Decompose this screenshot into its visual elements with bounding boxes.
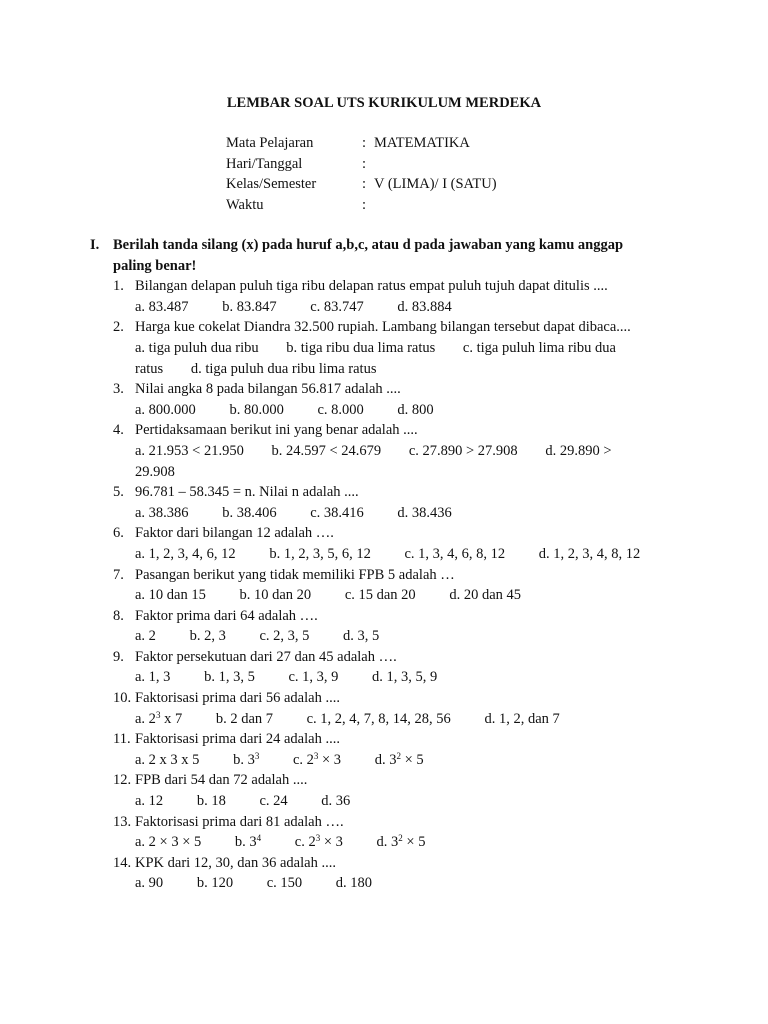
question-item [113,379,650,420]
question-item [113,420,650,482]
answer-option[interactable]: d. 38.436 [397,504,452,521]
answer-option[interactable]: d. 83.884 [397,298,452,315]
question-number: 1. [113,278,124,295]
answer-options [135,585,650,606]
answer-options [135,626,650,647]
question-item [113,482,650,523]
question-number: 14. [113,854,132,871]
answer-option[interactable]: b. 18 [196,793,226,810]
section-number: I. [90,237,100,253]
answer-option[interactable]: d. 1, 2, dan 7 [484,710,560,727]
answer-option[interactable]: b. 1, 3, 5 [204,669,255,686]
answer-option[interactable] [293,752,341,768]
document-title: LEMBAR SOAL UTS KURIKULUM MERDEKA [226,95,542,111]
question-text: Harga kue cokelat Diandra 32.500 rupiah. Lambang bilangan tersebut dapat dibaca.... [135,319,631,336]
answer-option[interactable]: a. 1, 2, 3, 4, 6, 12 [135,545,236,562]
option-rest: × 3 [320,834,343,851]
answer-option[interactable]: c. 1, 3, 9 [288,669,339,686]
answer-option[interactable]: c. 2, 3, 5 [259,628,310,645]
answer-option[interactable]: d. 20 dan 45 [449,587,521,604]
answer-option[interactable]: b. 120 [196,875,234,892]
answer-option[interactable]: b. 24.597 < 24.679 [271,442,382,459]
answer-option[interactable] [233,752,259,768]
question-text: Pasangan berikut yang tidak memiliki FPB 5 adalah … [135,566,455,583]
answer-option[interactable]: a. 2 × 3 × 5 [135,834,202,851]
question-number: 10. [113,690,132,707]
answer-option[interactable]: c. 150 [266,875,303,892]
answer-option[interactable]: a. 800.000 [135,401,196,418]
option-base: b. 3 [234,834,257,851]
question-item [113,812,650,853]
option-base: d. 3 [374,751,397,768]
answer-options [135,338,650,379]
question-text: KPK dari 12, 30, dan 36 adalah .... [135,854,336,871]
option-exponent: 2 [396,750,401,761]
answer-option[interactable]: b. 83.847 [222,298,277,315]
meta-label: Waktu [226,196,264,213]
meta-label: Hari/Tanggal [226,155,303,172]
answer-option[interactable]: b. 38.406 [222,504,277,521]
meta-row-date [226,154,497,175]
meta-value: MATEMATIKA [374,135,470,151]
question-text: FPB dari 54 dan 72 adalah .... [135,772,308,789]
meta-label: Kelas/Semester [226,176,317,193]
meta-row-class [226,174,497,195]
answer-option[interactable]: a. 12 [135,793,164,810]
question-text: Faktorisasi prima dari 24 adalah .... [135,731,340,748]
answer-option[interactable]: a. 10 dan 15 [135,587,206,604]
question-number: 12. [113,772,132,789]
answer-option[interactable]: a. 1, 3 [135,669,171,686]
meta-row-subject [226,133,497,154]
question-text: Faktorisasi prima dari 56 adalah .... [135,690,340,707]
answer-option[interactable] [135,711,182,727]
meta-colon: : [362,176,367,193]
question-item [113,853,650,894]
answer-options [135,709,650,730]
answer-option[interactable]: a. tiga puluh dua ribu [135,339,259,356]
answer-option[interactable]: d. 180 [335,875,372,892]
answer-option[interactable]: a. 38.386 [135,504,189,521]
answer-option[interactable] [235,834,261,850]
question-item [113,729,650,770]
question-item [113,523,650,564]
answer-option[interactable]: b. 10 dan 20 [239,587,312,604]
answer-option[interactable]: c. 1, 2, 4, 7, 8, 14, 28, 56 [306,710,451,727]
option-exponent: 4 [256,833,262,844]
answer-option[interactable]: b. 1, 2, 3, 5, 6, 12 [269,545,371,562]
question-text: Nilai angka 8 pada bilangan 56.817 adalah .... [135,381,401,398]
answer-option[interactable]: a. 2 [135,628,156,645]
section-instruction: Berilah tanda silang (x) pada huruf a,b,c, atau d pada jawaban yang kamu anggap paling benar! [113,237,624,274]
question-item [113,606,650,647]
answer-option[interactable]: c. 15 dan 20 [344,587,416,604]
question-number: 11. [113,731,131,748]
answer-option[interactable]: d. 1, 2, 3, 4, 8, 12 [538,545,641,562]
meta-colon: : [362,155,367,172]
answer-options [135,791,650,812]
section-heading [90,235,650,276]
answer-options [135,750,650,771]
question-item [113,647,650,688]
answer-options [135,544,650,565]
answer-option[interactable]: c. 27.890 > 27.908 [408,442,518,459]
answer-option[interactable]: d. 36 [321,793,351,810]
option-base: c. 2 [292,751,314,768]
answer-options [135,297,650,318]
question-item [113,688,650,729]
option-base: b. 3 [233,751,255,768]
answer-option[interactable] [295,834,343,850]
answer-option[interactable]: c. 83.747 [310,298,364,315]
question-item [113,770,650,811]
answer-option[interactable]: b. 80.000 [229,401,284,418]
answer-option[interactable]: c. 24 [259,793,288,810]
question-number: 5. [113,484,124,501]
option-rest: x 7 [160,710,183,727]
answer-option[interactable]: c. tiga puluh lima ribu dua ratus [135,339,616,377]
answer-option[interactable]: b. 2, 3 [189,628,226,645]
answer-option[interactable] [375,752,424,768]
question-item [113,565,650,606]
question-section [90,235,650,894]
question-number: 7. [113,566,124,583]
answer-option[interactable]: d. 1, 3, 5, 9 [372,669,438,686]
question-number: 13. [113,813,132,830]
option-exponent: 3 [254,750,260,761]
question-number: 2. [113,319,124,336]
question-text: Faktor prima dari 64 adalah …. [135,607,318,624]
question-text: Faktorisasi prima dari 81 adalah …. [135,813,344,830]
answer-option[interactable]: a. 21.953 < 21.950 [135,442,244,459]
answer-option[interactable]: a. 90 [135,875,164,892]
answer-option[interactable]: d. tiga puluh dua ribu lima ratus [190,360,377,377]
option-exponent: 3 [155,709,161,720]
option-base: c. 2 [294,834,316,851]
option-exponent: 2 [398,833,403,844]
meta-colon: : [362,135,367,151]
answer-options [135,832,650,853]
option-exponent: 3 [313,750,319,761]
question-text: Pertidaksamaan berikut ini yang benar adalah .... [135,422,418,439]
question-number: 3. [113,381,124,398]
question-text: Bilangan delapan puluh tiga ribu delapan ratus empat puluh tujuh dapat ditulis .... [135,278,608,295]
question-list [113,276,650,894]
option-exponent: 3 [315,833,321,844]
question-item [113,317,650,379]
answer-option[interactable]: b. 2 dan 7 [215,710,273,727]
question-number: 8. [113,607,124,624]
answer-options [135,503,650,524]
answer-option[interactable]: d. 29.890 > 29.908 [135,442,612,480]
meta-colon: : [362,196,367,213]
meta-table [226,133,497,215]
answer-option[interactable]: c. 38.416 [310,504,364,521]
answer-options [135,400,650,421]
option-base: a. 2 [135,710,156,727]
question-item [113,276,650,317]
question-number: 9. [113,648,124,665]
question-text: Faktor dari bilangan 12 adalah …. [135,525,334,542]
question-text: Faktor persekutuan dari 27 dan 45 adalah …. [135,648,397,665]
answer-option[interactable]: c. 8.000 [317,401,364,418]
question-text: 96.781 – 58.345 = n. Nilai n adalah .... [135,484,359,501]
meta-value: V (LIMA)/ I (SATU) [374,176,497,193]
answer-options [135,667,650,688]
question-number: 6. [113,525,124,542]
option-rest: × 5 [400,751,424,768]
answer-option[interactable]: a. 83.487 [135,298,189,315]
option-rest: × 5 [402,834,426,851]
question-number: 4. [113,422,124,439]
answer-option[interactable]: d. 800 [397,401,434,418]
answer-option[interactable] [377,834,426,850]
answer-option[interactable]: a. 2 x 3 x 5 [135,751,200,768]
option-rest: × 3 [318,751,342,768]
answer-options [135,441,650,482]
option-base: d. 3 [376,834,399,851]
meta-label: Mata Pelajaran [226,135,314,151]
meta-row-time [226,195,497,216]
answer-option[interactable]: c. 1, 3, 4, 6, 8, 12 [404,545,506,562]
answer-option[interactable]: d. 3, 5 [343,628,380,645]
answer-options [135,873,650,894]
answer-option[interactable]: b. tiga ribu dua lima ratus [286,339,436,356]
